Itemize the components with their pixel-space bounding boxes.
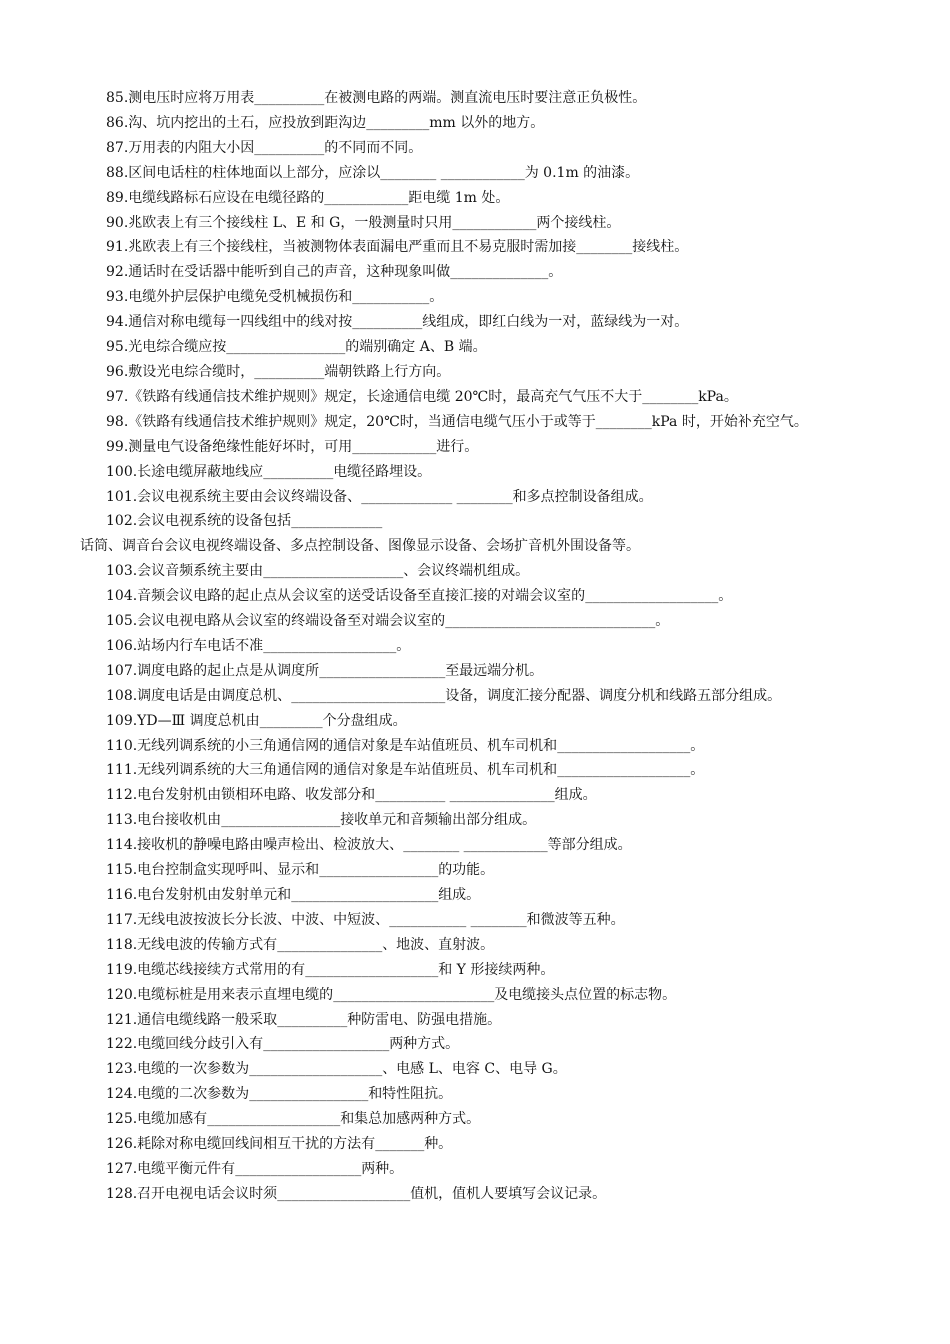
question-text: 至最远端分机。	[445, 662, 544, 679]
question-text: 。	[548, 264, 563, 281]
question-item	[80, 111, 880, 136]
question-text: 进行。	[436, 438, 479, 455]
answer-blank: ___________________	[249, 1061, 383, 1078]
question-text: 两个接线柱。	[536, 214, 621, 231]
question-item	[80, 559, 880, 584]
answer-blank: ____________________	[263, 563, 404, 580]
answer-blank: _________	[259, 712, 323, 729]
question-item	[80, 360, 880, 385]
question-item	[80, 161, 880, 186]
question-text: .敷设光电综合缆时，	[123, 363, 255, 380]
question-number: 103	[106, 563, 133, 580]
question-text: .电缆标桩是用来表示直埋电缆的	[132, 986, 334, 1003]
question-text: 两种。	[361, 1160, 404, 1177]
question-item	[80, 385, 880, 410]
question-text: 。	[718, 588, 733, 605]
question-text: .会议电视电路从会议室的终端设备至对端会议室的	[132, 613, 446, 630]
question-item	[80, 410, 880, 435]
question-number: 119	[106, 961, 133, 978]
question-item	[80, 235, 880, 260]
question-number: 105	[106, 613, 133, 630]
question-text: .电缆外护层保护电缆免受机械损伤和	[123, 289, 353, 306]
question-number: 101	[106, 488, 133, 505]
question-number: 127	[106, 1160, 133, 1177]
question-item	[80, 808, 880, 833]
question-text: .站场内行车电话不准	[132, 637, 264, 654]
question-item	[80, 584, 880, 609]
question-item	[80, 285, 880, 310]
question-item	[80, 1107, 880, 1132]
question-number: 126	[106, 1136, 133, 1153]
question-text: .电缆平衡元件有	[132, 1160, 236, 1177]
question-text: 接收单元和音频输出部分组成。	[340, 812, 537, 829]
question-number: 122	[106, 1036, 133, 1053]
answer-blank: ________	[642, 388, 699, 405]
question-text: 的端别确定 A、B 端。	[345, 339, 487, 356]
answer-blank: _________	[366, 114, 430, 131]
answer-blank: __________	[254, 363, 325, 380]
question-number: 112	[106, 787, 133, 804]
answer-blank: ___________________	[207, 1111, 341, 1128]
question-item	[80, 1182, 880, 1207]
question-item	[80, 958, 880, 983]
question-text: 、电感 L、电容 C、电导 G。	[382, 1061, 567, 1078]
question-text: .测量电气设备绝缘性能好坏时，可用	[123, 438, 353, 455]
question-item	[80, 734, 880, 759]
answer-blank: _________________	[319, 862, 439, 879]
answer-blank: __________________	[235, 1160, 362, 1177]
question-text: 的功能。	[438, 862, 495, 879]
question-number: 121	[106, 1011, 133, 1028]
question-text: .会议音频系统主要由	[132, 563, 264, 580]
answer-blank: ___________________	[277, 1185, 411, 1202]
answer-blank: ________ ____________	[403, 837, 548, 854]
question-text: .调度电路的起止点是从调度所	[132, 662, 320, 679]
question-item	[80, 211, 880, 236]
question-text: 。	[655, 613, 670, 630]
answer-blank: _______	[375, 1136, 425, 1153]
question-text: .《铁路有线通信技术维护规则》规定，20℃时，当通信电缆气压小于或等于	[123, 413, 596, 430]
question-text: .无线列调系统的大三角通信网的通信对象是车站值班员、机车司机和	[132, 762, 558, 779]
question-item	[80, 485, 880, 510]
question-text: 端朝铁路上行方向。	[324, 363, 451, 380]
answer-blank: _________________	[221, 812, 341, 829]
question-number: 109	[106, 712, 133, 729]
question-text: 话筒、调音台会议电视终端设备、多点控制设备、图像显示设备、会场扩音机外围设备等。	[80, 538, 640, 555]
question-text: 种防雷电、防强电措施。	[347, 1011, 502, 1028]
answer-blank: ___________________	[585, 588, 719, 605]
answer-blank: __________ _______________	[375, 787, 555, 804]
answer-blank: ______________	[450, 264, 549, 281]
question-text: 和特性阻抗。	[368, 1086, 453, 1103]
question-item	[80, 1132, 880, 1157]
question-text: 。	[429, 289, 444, 306]
question-text: .光电综合缆应按	[123, 339, 227, 356]
question-item	[80, 1157, 880, 1182]
question-text: 两种方式。	[389, 1036, 460, 1053]
question-text: .电台发射机由发射单元和	[132, 887, 292, 903]
question-text: .电台接收机由	[132, 812, 222, 829]
question-item	[80, 684, 880, 709]
question-text: 。	[396, 637, 411, 654]
question-number: 120	[106, 986, 133, 1003]
question-number: 90	[106, 214, 124, 231]
question-text: .区间电话柱的柱体地面以上部分，应涂以	[123, 164, 381, 181]
question-text: 距电缆 1m 处。	[408, 189, 510, 206]
question-text: 组成。	[438, 887, 481, 903]
question-number: 99	[106, 438, 124, 455]
question-text: 为 0.1m 的油漆。	[524, 164, 640, 181]
question-text: .调度电话是由调度总机、	[132, 687, 292, 704]
question-number: 107	[106, 662, 133, 679]
question-text: .电缆线路标石应设在电缆径路的	[123, 189, 325, 206]
question-number: 93	[106, 289, 124, 306]
question-item	[80, 833, 880, 858]
question-item	[80, 310, 880, 335]
question-text: .无线电波的传输方式有	[132, 936, 278, 953]
question-text: 。	[690, 762, 705, 779]
question-text: .电缆芯线接续方式常用的有	[132, 961, 306, 978]
question-number: 88	[106, 164, 124, 181]
question-number: 96	[106, 363, 124, 380]
question-item	[80, 1082, 880, 1107]
question-text: .兆欧表上有三个接线柱，当被测物体表面漏电严重而且不易克服时需加接	[123, 239, 577, 256]
question-text: 在被测电路的两端。测直流电压时要注意正负极性。	[324, 90, 647, 106]
answer-blank: ______________________________	[445, 613, 656, 630]
question-number: 85	[106, 90, 124, 106]
question-text: .通话时在受话器中能听到自己的声音，这种现象叫做	[123, 264, 451, 281]
question-number: 91	[106, 239, 124, 256]
question-item	[80, 335, 880, 360]
question-number: 118	[106, 936, 133, 953]
question-item	[80, 1032, 880, 1057]
question-text: .YD—Ⅲ 调度总机由	[132, 712, 260, 729]
answer-blank: ________	[595, 413, 652, 430]
answer-blank: ____________	[352, 438, 437, 455]
question-text: 接线柱。	[632, 239, 689, 256]
question-text: 个分盘组成。	[322, 712, 407, 729]
question-number: 102	[106, 513, 133, 530]
question-text: 线组成，即红白线为一对，蓝绿线为一对。	[422, 314, 689, 331]
question-number: 117	[106, 911, 133, 928]
question-number: 95	[106, 339, 124, 356]
question-text: .电缆的一次参数为	[132, 1061, 250, 1078]
answer-blank: ___________________	[305, 961, 439, 978]
question-item	[80, 883, 880, 908]
answer-blank: __________	[254, 139, 325, 156]
question-text: 及电缆接头点位置的标志物。	[494, 986, 677, 1003]
question-text: .会议电视系统的设备包括	[132, 513, 292, 530]
question-item	[80, 186, 880, 211]
question-text: .兆欧表上有三个接线柱 L、E 和 G，一般测量时只用	[123, 214, 453, 231]
question-text: .长途电缆屏蔽地线应	[132, 463, 264, 480]
question-text: .电缆回线分歧引入有	[132, 1036, 264, 1053]
question-text: 的不同而不同。	[324, 139, 423, 156]
question-text: kPa 时，开始补充空气。	[651, 413, 808, 430]
answer-blank: ___________________	[557, 762, 691, 779]
question-number: 94	[106, 314, 124, 331]
answer-blank: _______________	[277, 936, 383, 953]
question-item	[80, 260, 880, 285]
answer-blank: _________________	[226, 339, 346, 356]
question-item	[80, 609, 880, 634]
question-item	[80, 634, 880, 659]
question-text: 设备，调度汇接分配器、调度分机和线路五部分组成。	[445, 687, 782, 704]
question-number: 98	[106, 413, 124, 430]
question-text: .通信对称电缆每一四线组中的线对按	[123, 314, 353, 331]
question-number: 92	[106, 264, 124, 281]
question-item	[80, 509, 880, 559]
question-text: .测电压时应将万用表	[123, 90, 255, 106]
question-item	[80, 136, 880, 161]
question-text: .召开电视电话会议时须	[132, 1185, 278, 1202]
question-text: .通信电缆线路一般采取	[132, 1011, 278, 1028]
question-item	[80, 933, 880, 958]
question-text: .无线电波按波长分长波、中波、中短波、	[132, 911, 390, 928]
question-number: 123	[106, 1061, 133, 1078]
question-number: 114	[106, 837, 133, 854]
question-text: 。	[690, 737, 705, 754]
answer-blank: ___________	[352, 289, 430, 306]
question-item	[80, 908, 880, 933]
answer-blank: ___________________	[263, 637, 397, 654]
question-number: 111	[106, 762, 133, 779]
question-text: .《铁路有线通信技术维护规则》规定，长途通信电缆 20℃时，最高充气气压不大于	[123, 388, 643, 405]
question-text: kPa。	[698, 388, 738, 405]
question-item	[80, 783, 880, 808]
question-text: .电缆的二次参数为	[132, 1086, 250, 1103]
question-item	[80, 709, 880, 734]
answer-blank: __________________	[263, 1036, 390, 1053]
answer-blank: ________	[576, 239, 633, 256]
answer-blank: __________________	[319, 662, 446, 679]
question-number: 106	[106, 637, 133, 654]
question-number: 128	[106, 1185, 133, 1202]
question-text: 种。	[424, 1136, 453, 1153]
question-item	[80, 659, 880, 684]
question-number: 116	[106, 887, 133, 903]
answer-blank: __________	[277, 1011, 348, 1028]
question-number: 115	[106, 862, 133, 879]
question-number: 87	[106, 139, 124, 156]
question-number: 86	[106, 114, 124, 131]
question-text: .电缆加感有	[132, 1111, 208, 1128]
question-text: .电台发射机由锁相环电路、收发部分和	[132, 787, 376, 804]
answer-blank: ______________________	[291, 687, 446, 704]
question-text: mm 以外的地方。	[429, 114, 545, 131]
question-item	[80, 1008, 880, 1033]
question-number: 113	[106, 812, 133, 829]
question-text: 和 Y 形接续两种。	[438, 961, 555, 978]
question-text: .音频会议电路的起止点从会议室的送受话设备至直接汇接的对端会议室的	[132, 588, 586, 605]
answer-blank: _________________	[249, 1086, 369, 1103]
answer-blank: ________ ____________	[380, 164, 525, 181]
question-number: 108	[106, 687, 133, 704]
question-text: 值机，值机人要填写会议记录。	[410, 1185, 607, 1202]
answer-blank: _____________ ________	[361, 488, 513, 505]
question-text: .接收机的静噪电路由噪声检出、检波放大、	[132, 837, 404, 854]
question-text: .会议电视系统主要由会议终端设备、	[132, 488, 362, 505]
question-text: .耗除对称电缆回线间相互干扰的方法有	[132, 1136, 376, 1153]
question-number: 110	[106, 737, 133, 754]
question-text: 等部分组成。	[547, 837, 632, 854]
question-text: 、地波、直射波。	[382, 936, 495, 953]
question-number: 125	[106, 1111, 133, 1128]
question-list	[80, 86, 880, 1207]
question-number: 100	[106, 463, 133, 480]
question-item	[80, 435, 880, 460]
answer-blank: _______________________	[333, 986, 495, 1003]
question-item	[80, 86, 880, 111]
question-number: 89	[106, 189, 124, 206]
question-number: 124	[106, 1086, 133, 1103]
question-item	[80, 983, 880, 1008]
answer-blank: ___________________	[557, 737, 691, 754]
question-text: .无线列调系统的小三角通信网的通信对象是车站值班员、机车司机和	[132, 737, 558, 754]
question-text: 、会议终端机组成。	[403, 563, 530, 580]
question-text: .电台控制盒实现呼叫、显示和	[132, 862, 320, 879]
question-text: 和微波等五种。	[526, 911, 625, 928]
question-number: 104	[106, 588, 133, 605]
question-item	[80, 858, 880, 883]
answer-blank: __________	[352, 314, 423, 331]
answer-blank: _____________	[291, 513, 383, 530]
question-item	[80, 758, 880, 783]
answer-blank: __________	[254, 90, 325, 106]
answer-blank: _____________________	[291, 887, 439, 903]
question-text: 和集总加感两种方式。	[340, 1111, 481, 1128]
question-text: 组成。	[554, 787, 597, 804]
question-text: .万用表的内阻大小因	[123, 139, 255, 156]
answer-blank: ____________	[324, 189, 409, 206]
question-text: .沟、坑内挖出的土石，应投放到距沟边	[123, 114, 367, 131]
answer-blank: __________	[263, 463, 334, 480]
answer-blank: ___________ ________	[389, 911, 527, 928]
question-text: 和多点控制设备组成。	[512, 488, 653, 505]
question-item	[80, 1057, 880, 1082]
question-number: 97	[106, 388, 124, 405]
answer-blank: ____________	[452, 214, 537, 231]
question-item	[80, 460, 880, 485]
question-text: 电缆径路埋设。	[333, 463, 432, 480]
